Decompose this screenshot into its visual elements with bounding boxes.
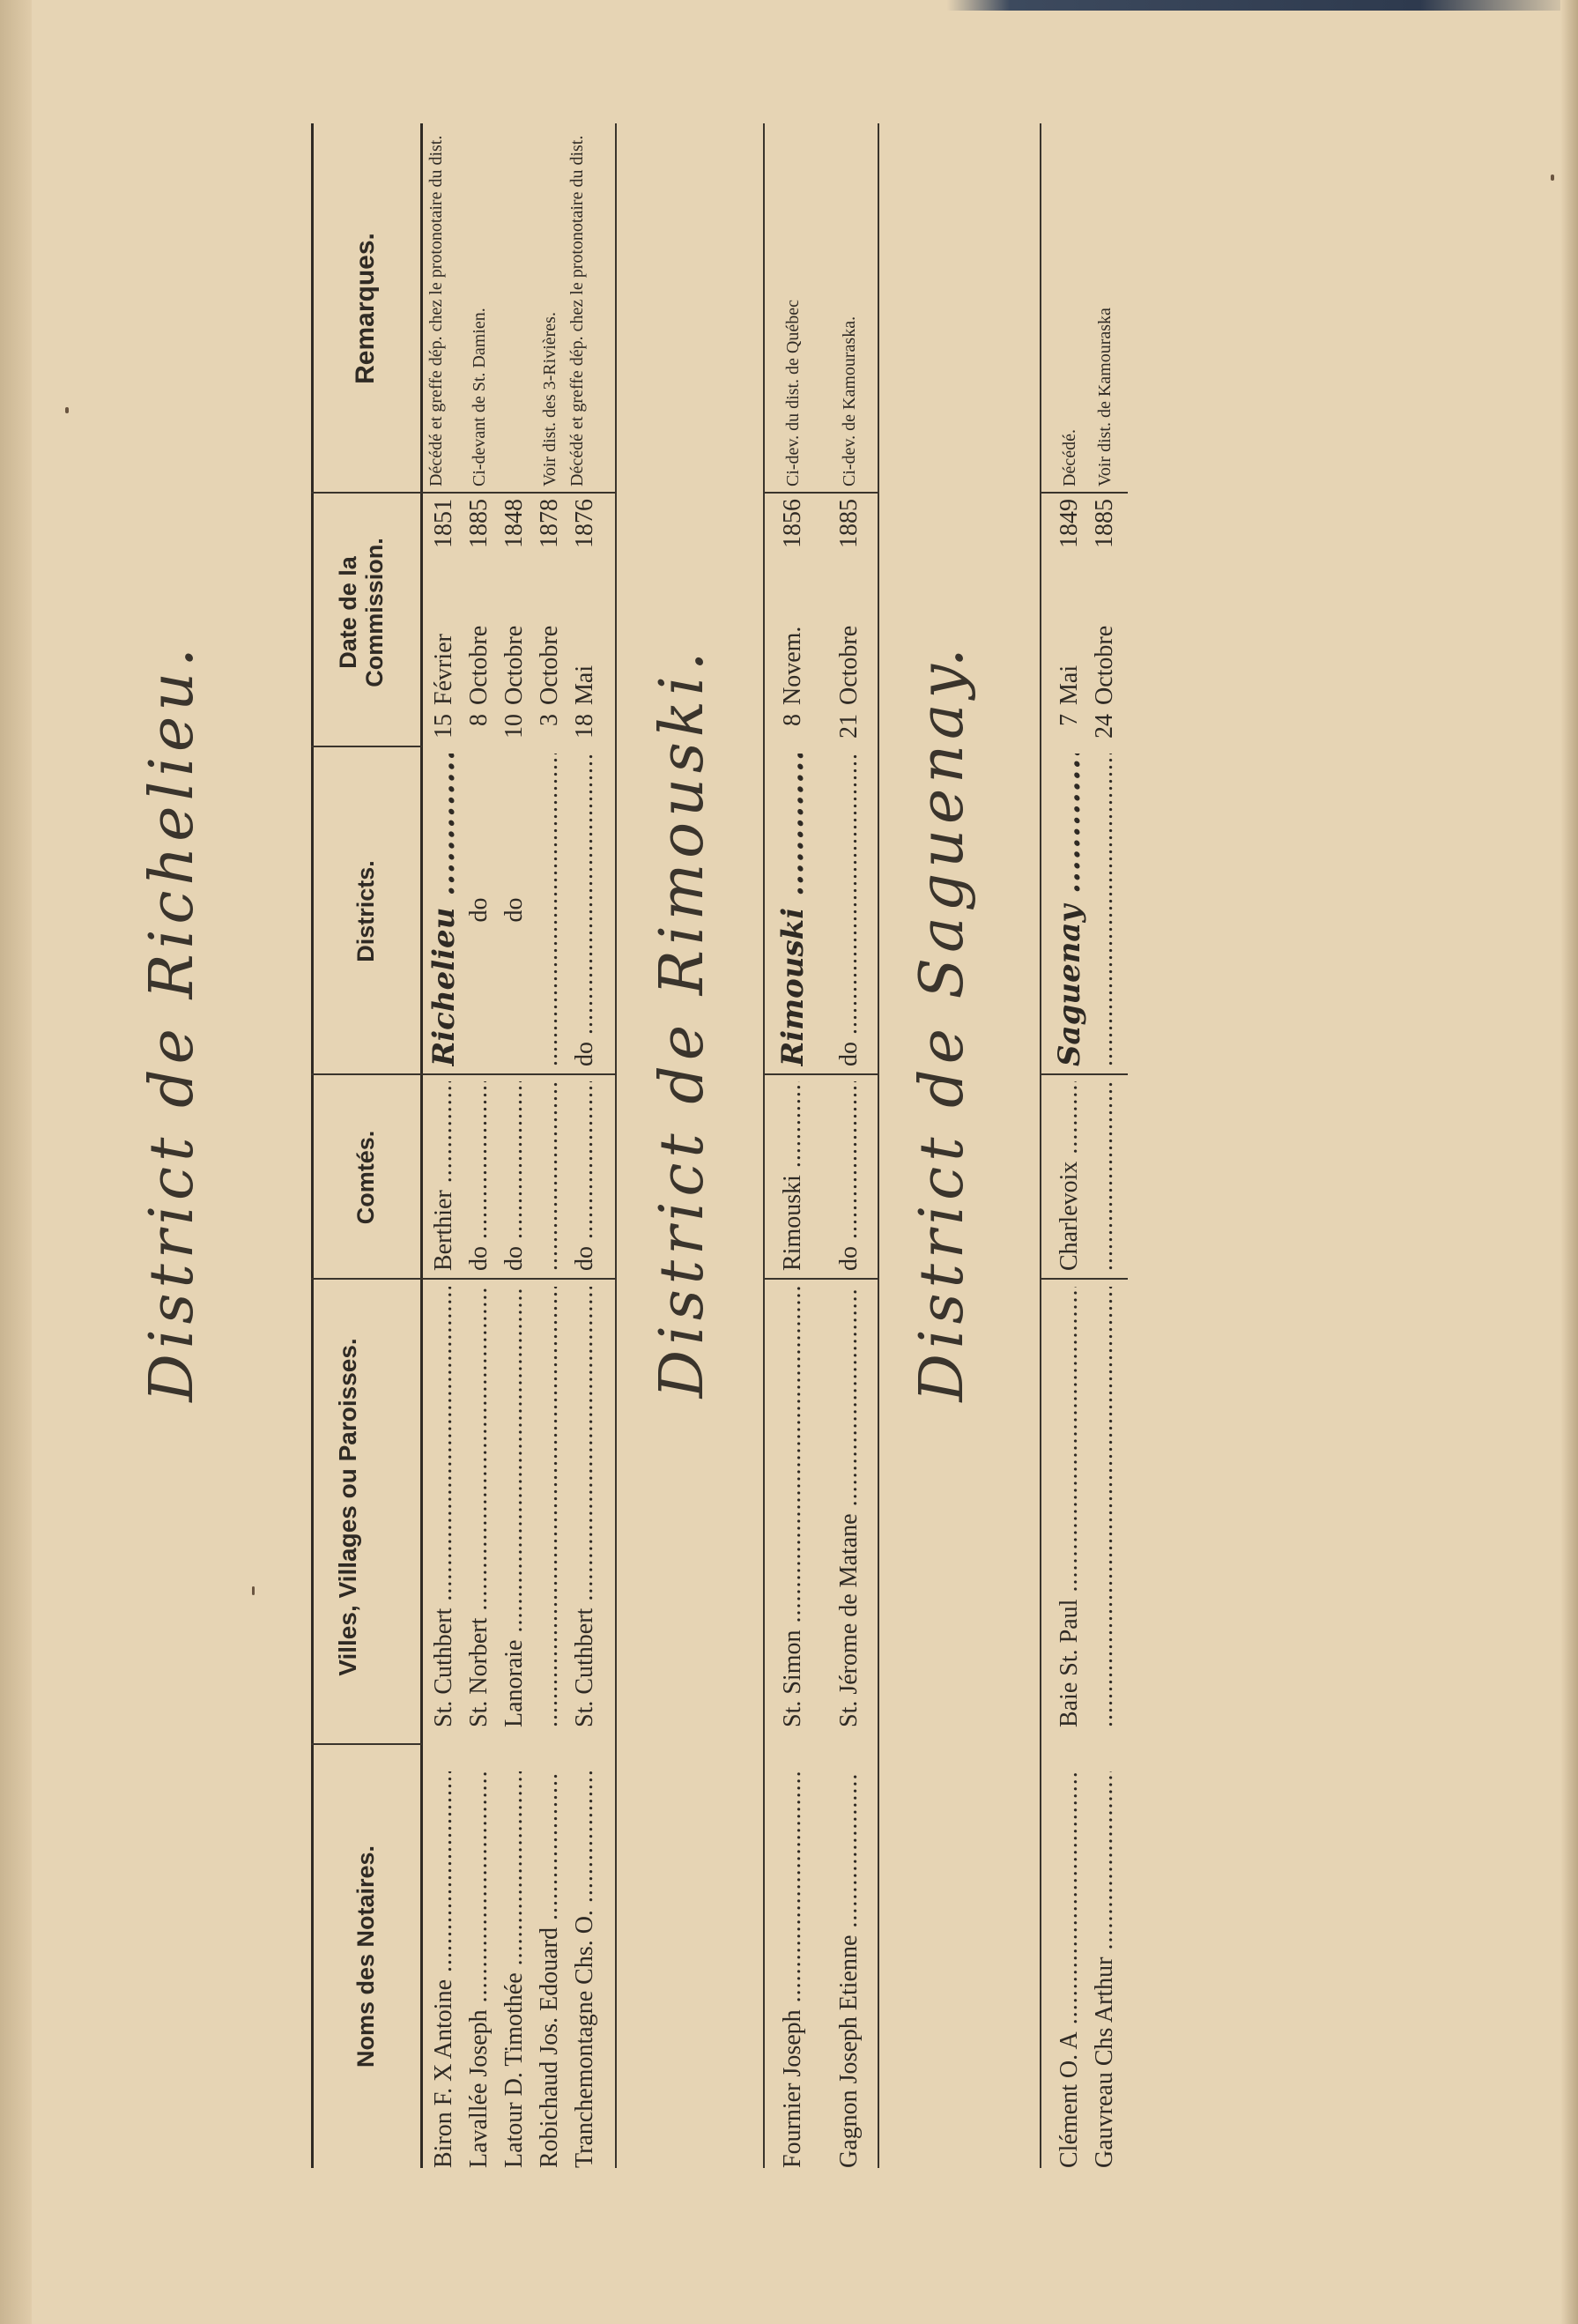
cell-comte: do ..... bbox=[462, 1081, 497, 1271]
cell-jour: 10 bbox=[500, 714, 528, 739]
cell-mois: Octobre bbox=[835, 625, 863, 705]
cell-comte: do ..... bbox=[497, 1081, 532, 1271]
table-row bbox=[497, 123, 532, 2168]
cell-mois: Octobre bbox=[1091, 625, 1118, 705]
cell-mois: Mai bbox=[571, 665, 598, 705]
cell-nom: Robichaud Jos. Edouard ..... bbox=[532, 1771, 567, 2168]
table-row bbox=[775, 123, 811, 2168]
cell-remarque: Décédé et greffe dép. chez le protonotaire du dist. bbox=[567, 135, 587, 486]
cell-mois: Mai bbox=[1056, 665, 1083, 705]
cell-district bbox=[1087, 754, 1122, 1066]
cell-nom: Clément O. A ..... bbox=[1052, 1771, 1087, 2168]
cell-district: Rimouski ..... bbox=[775, 754, 811, 1066]
cell-nom: Gagnon Joseph Etienne ..... bbox=[832, 1771, 867, 2168]
section-title-rimouski: District de Rimouski. bbox=[648, 646, 717, 1399]
cell-annee: 1885 bbox=[465, 499, 493, 548]
cell-remarque bbox=[497, 125, 532, 486]
table-row bbox=[1052, 123, 1087, 2168]
cell-jour: 8 bbox=[779, 714, 806, 726]
cell-annee: 1876 bbox=[571, 499, 598, 548]
cell-comte: do ..... bbox=[567, 1081, 603, 1271]
cell-district: do ..... bbox=[832, 754, 867, 1066]
cell-annee: 1885 bbox=[835, 499, 863, 548]
cell-nom: Biron F. X Antoine ..... bbox=[426, 1771, 462, 2168]
cell-comte: do ..... bbox=[832, 1081, 867, 1271]
cell-nom: Lavallée Joseph ..... bbox=[462, 1771, 497, 2168]
header-comtes: Comtés. bbox=[352, 1130, 379, 1225]
section-title-saguenay: District de Saguenay. bbox=[908, 642, 977, 1402]
cell-nom: Latour D. Timothée ..... bbox=[497, 1771, 532, 2168]
cell-remarque: Décédé et greffe dép. chez le protonotaire du dist. bbox=[426, 135, 446, 486]
cell-mois: Novem. bbox=[779, 626, 806, 705]
page-binding-edge bbox=[0, 0, 32, 2324]
section-top-rule bbox=[1040, 123, 1041, 2168]
cell-mois: Octobre bbox=[465, 625, 493, 705]
cell-lieu: Lanoraie ..... bbox=[497, 1287, 532, 1727]
cell-lieu: St. Jérome de Matane ..... bbox=[832, 1287, 867, 1727]
cell-mois: Octobre bbox=[536, 625, 563, 705]
section-title-richelieu: District de Richelieu. bbox=[137, 642, 207, 1402]
cell-lieu: St. Simon ..... bbox=[775, 1287, 811, 1727]
cell-jour: 3 bbox=[536, 714, 563, 726]
cell-annee: 1856 bbox=[779, 499, 806, 548]
cell-nom: Tranchemontagne Chs. O. ..... bbox=[567, 1771, 603, 2168]
section-bottom-rule bbox=[878, 123, 879, 2168]
cell-annee: 1849 bbox=[1056, 499, 1083, 548]
rotated-register-page bbox=[137, 0, 1568, 2168]
cell-remarque: Ci-dev. du dist. de Québec bbox=[783, 300, 803, 486]
header-top-rule bbox=[311, 123, 314, 2168]
cell-lieu: Baie St. Paul ..... bbox=[1052, 1287, 1087, 1727]
table-row bbox=[832, 123, 867, 2168]
cell-jour: 24 bbox=[1091, 714, 1118, 739]
cell-remarque: Ci-devant de St. Damien. bbox=[470, 308, 489, 486]
cell-lieu: St. Norbert ..... bbox=[462, 1287, 497, 1727]
cell-lieu bbox=[532, 1287, 567, 1727]
cell-comte: Charlevoix ..... bbox=[1052, 1081, 1087, 1271]
cell-district: Richelieu ..... bbox=[426, 754, 462, 1066]
cell-comte: Berthier ..... bbox=[426, 1081, 462, 1271]
cell-annee: 1848 bbox=[500, 499, 528, 548]
cell-comte: Rimouski ..... bbox=[775, 1081, 811, 1271]
cell-remarque: Voir dist. de Kamouraska bbox=[1095, 308, 1115, 486]
header-lieux: Villes, Villages ou Paroisses. bbox=[334, 1338, 361, 1676]
cell-district: Saguenay ..... bbox=[1052, 754, 1087, 1066]
cell-remarque: Décédé. bbox=[1060, 429, 1079, 486]
cell-annee: 1885 bbox=[1091, 499, 1118, 548]
table-row bbox=[567, 123, 603, 2168]
cell-nom: Fournier Joseph ..... bbox=[775, 1771, 811, 2168]
cell-district: do bbox=[465, 897, 493, 923]
section-top-rule bbox=[763, 123, 765, 2168]
paper-speck bbox=[65, 407, 69, 413]
cell-jour: 15 bbox=[430, 714, 457, 739]
header-notaires: Noms des Notaires. bbox=[352, 1845, 379, 2068]
cell-mois: Octobre bbox=[500, 625, 528, 705]
cell-lieu bbox=[1087, 1287, 1122, 1727]
cell-district: do ..... bbox=[567, 754, 603, 1066]
cell-jour: 18 bbox=[571, 714, 598, 739]
cell-comte bbox=[532, 1081, 567, 1271]
cell-comte bbox=[1087, 1081, 1122, 1271]
cell-lieu: St. Cuthbert ..... bbox=[426, 1287, 462, 1727]
table-row bbox=[532, 123, 567, 2168]
table-row bbox=[462, 123, 497, 2168]
cell-jour: 7 bbox=[1056, 714, 1083, 726]
cell-remarque: Ci-dev. de Kamouraska. bbox=[840, 316, 859, 486]
cell-lieu: St. Cuthbert ..... bbox=[567, 1287, 603, 1727]
cell-annee: 1878 bbox=[536, 499, 563, 548]
header-remarques: Remarques. bbox=[351, 233, 380, 384]
header-districts: Districts. bbox=[352, 860, 379, 962]
cell-mois: Février bbox=[430, 634, 457, 705]
table-row bbox=[426, 123, 462, 2168]
header-date: Date de la Commission. bbox=[335, 538, 388, 687]
cell-annee: 1851 bbox=[430, 499, 457, 548]
cell-jour: 8 bbox=[465, 714, 493, 726]
table-row bbox=[1087, 123, 1122, 2168]
cell-district: do bbox=[500, 897, 528, 923]
cell-nom: Gauvreau Chs Arthur ..... bbox=[1087, 1771, 1122, 2168]
header-bottom-rule bbox=[420, 123, 423, 2168]
cell-remarque: Voir dist. des 3-Rivières. bbox=[540, 312, 559, 486]
cell-district bbox=[532, 754, 567, 1066]
section-bottom-rule bbox=[615, 123, 617, 2168]
cell-jour: 21 bbox=[835, 714, 863, 739]
